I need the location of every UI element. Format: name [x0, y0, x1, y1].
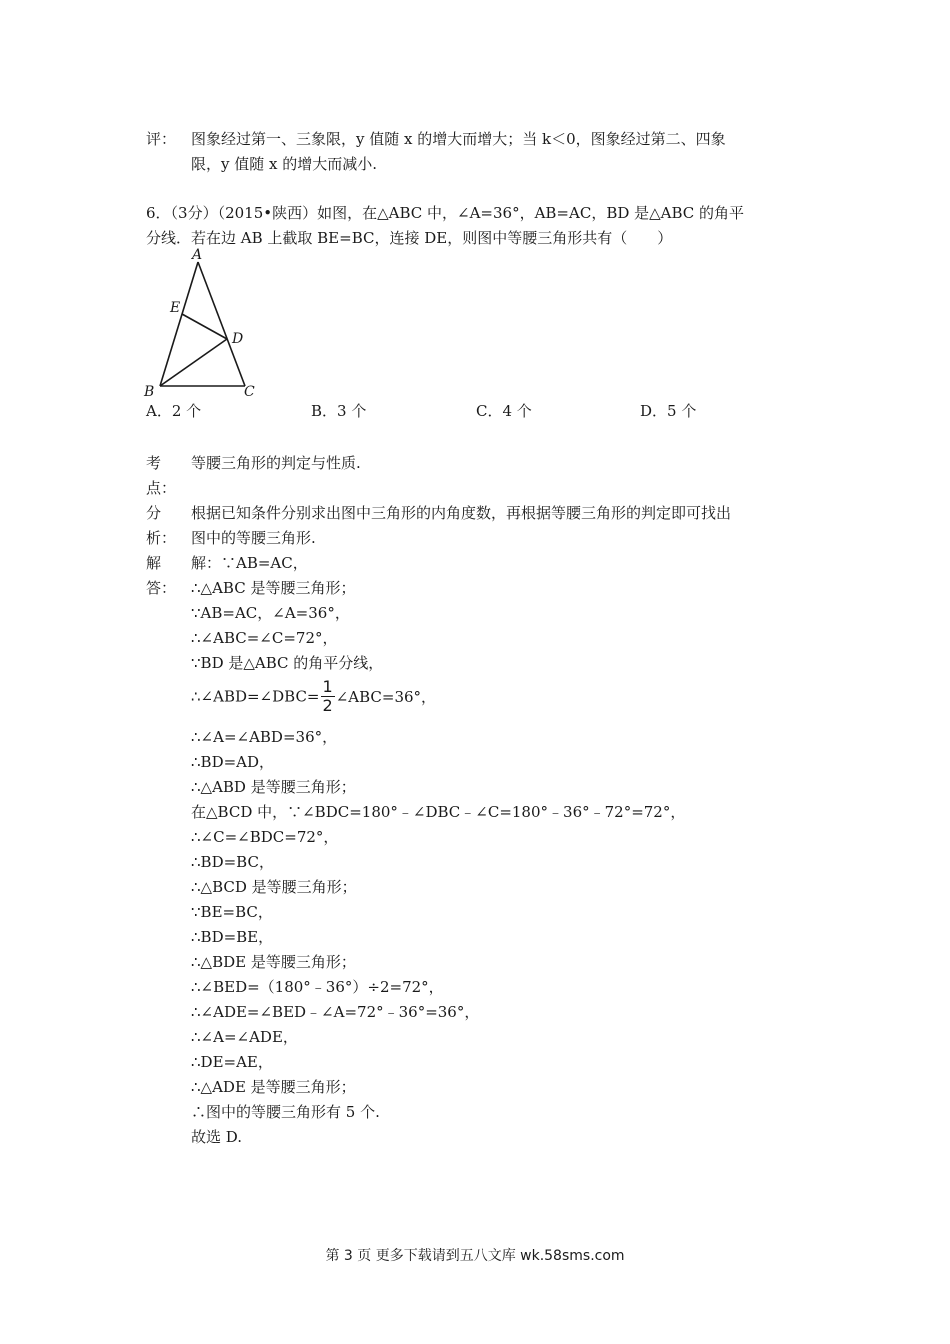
- question-line-1: 6．（3分）（2015•陕西）如图，在△ABC 中，∠A=36°，AB=AC，BD 是△ABC 的角平: [146, 204, 745, 222]
- answer-line: ∵BD 是△ABC 的角平分线，: [191, 654, 384, 672]
- answer-line: ∴∠A=∠ABD=36°，: [191, 728, 338, 746]
- answer-line: ∴△BCD 是等腰三角形；: [191, 878, 357, 896]
- kaodian-label-1: 考: [146, 454, 162, 472]
- comment-line-1: 图象经过第一、三象限，y 值随 x 的增大而增大；当 k＜0，图象经过第二、四象: [191, 130, 726, 148]
- option-a: A．2 个: [146, 402, 202, 420]
- label-c: C: [244, 384, 255, 400]
- label-d: D: [232, 331, 244, 347]
- question-line-2: 分线．若在边 AB 上截取 BE=BC，连接 DE，则图中等腰三角形共有（ ）: [146, 229, 673, 247]
- answer-line: ∴∠BED=（180°﹣36°）÷2=72°，: [191, 978, 444, 996]
- fraction-one-half: [321, 678, 335, 715]
- option-c: C．4 个: [476, 402, 532, 420]
- answer-line: ∴∠ABC=∠C=72°，: [191, 629, 338, 647]
- option-d: D．5 个: [640, 402, 697, 420]
- answer-line: ∴△ABC 是等腰三角形；: [191, 579, 356, 597]
- fraction-denominator: 2: [322, 696, 333, 715]
- answer-line: 解：∵AB=AC，: [191, 554, 308, 572]
- fenxi-line-2: 图中的等腰三角形.: [191, 529, 316, 547]
- comment-line-2: 限，y 值随 x 的增大而减小.: [191, 155, 378, 173]
- segment-ab: [160, 262, 198, 386]
- segment-bd: [160, 339, 227, 386]
- answer-line: ∵AB=AC，∠A=36°，: [191, 604, 350, 622]
- jieda-label-2: 答：: [146, 579, 177, 597]
- fenxi-line-1: 根据已知条件分别求出图中三角形的内角度数，再根据等腰三角形的判定即可找出: [191, 504, 732, 522]
- answer-line: ∴∠C=∠BDC=72°，: [191, 828, 339, 846]
- label-e: E: [170, 300, 181, 316]
- comment-label: 评：: [146, 130, 177, 148]
- answer-line: ∴△ADE 是等腰三角形；: [191, 1078, 356, 1096]
- answer-line: ∴△BDE 是等腰三角形；: [191, 953, 356, 971]
- answer-line: ∴∠A=∠ADE，: [191, 1028, 298, 1046]
- answer-line: ∴∠ADE=∠BED﹣∠A=72°﹣36°=36°，: [191, 1003, 480, 1021]
- label-a: A: [192, 248, 203, 263]
- page-footer: 第 3 页 更多下载请到五八文库 wk.58sms.com: [325, 1248, 625, 1264]
- triangle-figure: [140, 248, 270, 400]
- label-b: B: [144, 384, 155, 400]
- answer-line: ∴BD=AD，: [191, 753, 275, 771]
- kaodian-text: 等腰三角形的判定与性质.: [191, 454, 361, 472]
- answer-line: ∵BE=BC，: [191, 903, 273, 921]
- answer-fraction-line: [191, 678, 436, 715]
- answer-line: ∴BD=BC，: [191, 853, 274, 871]
- answer-line: 在△BCD 中，∵∠BDC=180°﹣∠DBC﹣∠C=180°﹣36°﹣72°=72°，: [191, 803, 686, 821]
- jieda-label-1: 解: [146, 554, 162, 572]
- segment-ed: [182, 314, 227, 339]
- fraction-line-after: ∠ABC=36°，: [335, 688, 437, 706]
- kaodian-label-2: 点：: [146, 479, 177, 497]
- fenxi-label-1: 分: [146, 504, 162, 522]
- segment-ac: [198, 262, 245, 386]
- answer-line: ∴BD=BE，: [191, 928, 274, 946]
- answer-line: ∴DE=AE，: [191, 1053, 273, 1071]
- fenxi-label-2: 析：: [146, 529, 177, 547]
- answer-conclusion: 故选 D.: [191, 1128, 243, 1146]
- answer-line: ∴图中的等腰三角形有 5 个.: [191, 1103, 380, 1121]
- fraction-numerator: 1: [322, 677, 333, 696]
- fraction-line-before: ∴∠ABD=∠DBC=: [191, 687, 320, 706]
- answer-line: ∴△ABD 是等腰三角形；: [191, 778, 356, 796]
- option-b: B．3 个: [311, 402, 367, 420]
